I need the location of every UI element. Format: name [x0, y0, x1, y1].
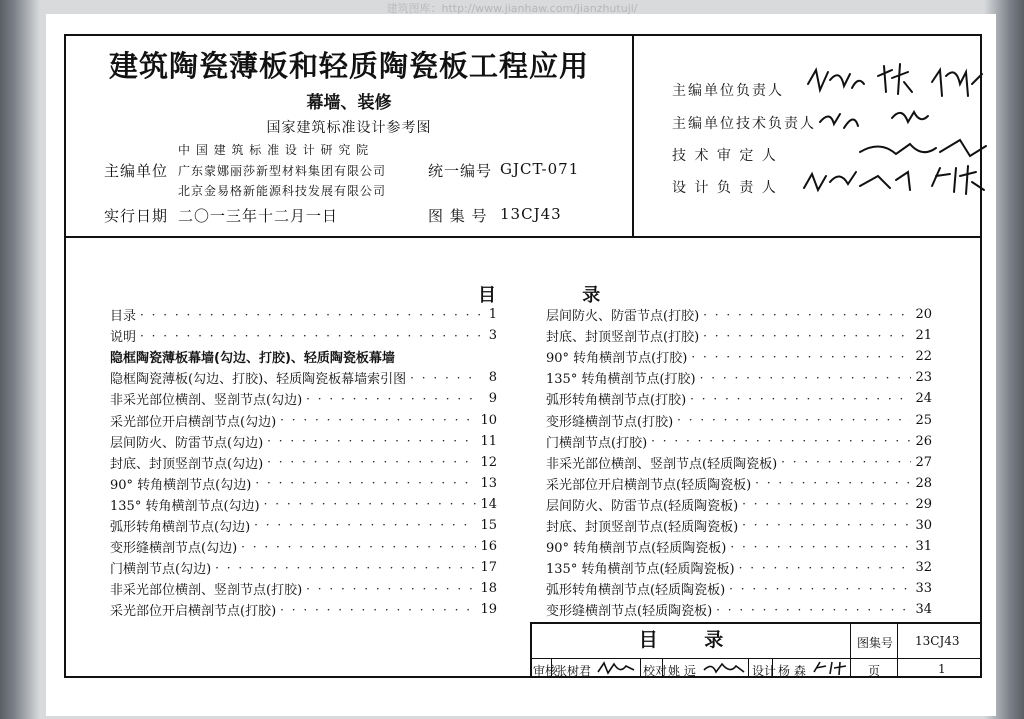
toc-entry-title: 封底、封顶竖剖节点(勾边): [110, 456, 264, 472]
toc-entry-title: 采光部位开启横剖节点(打胶): [110, 604, 277, 620]
toc-leader-dots: [264, 497, 477, 511]
toc-entry: [110, 494, 497, 515]
toc-entry-page: 15: [480, 517, 497, 533]
toc-entry-title: 封底、封顶竖剖节点(轻质陶瓷板): [546, 519, 739, 535]
toc-entry-title: 90° 转角横剖节点(打胶): [546, 351, 688, 367]
toc-leader-dots: [703, 308, 911, 322]
role-design-lead: 设 计 负 责 人: [672, 180, 778, 196]
toc-entry: [546, 599, 932, 620]
toc-entry-page: 16: [480, 539, 497, 555]
toc-entry: [110, 346, 497, 367]
toc-leader-dots: [651, 434, 911, 448]
toc-entry: [110, 599, 497, 620]
toc-entry-title: 层间防火、防雷节点(轻质陶瓷板): [546, 498, 739, 514]
toc-entry: [110, 325, 497, 346]
toc-leader-dots: [306, 582, 476, 596]
toc-entry: [546, 578, 932, 599]
toc-leader-dots: [755, 476, 911, 490]
title-block-atlas-number: 13CJ43: [915, 634, 960, 648]
toc-leader-dots: [700, 371, 912, 385]
toc-entry-title: 变形缝横剖节点(勾边): [110, 541, 238, 557]
design-signature: [812, 660, 848, 676]
toc-entry-page: 18: [480, 581, 497, 597]
toc-entry: [110, 515, 497, 536]
toc-entry-page: 28: [915, 475, 932, 491]
toc-entry-page: 23: [915, 370, 932, 386]
toc-entry: [546, 409, 932, 430]
toc-entry: [546, 346, 932, 367]
check-name: 姚 远: [668, 664, 696, 678]
page-number: 1: [938, 662, 946, 676]
toc-entry-title: 变形缝横剖节点(轻质陶瓷板): [546, 604, 713, 620]
toc-entry-page: 32: [915, 560, 932, 576]
toc-leader-dots: [241, 540, 476, 554]
toc-entry-title: 门横剖节点(勾边): [110, 562, 212, 578]
toc-entry: [110, 557, 497, 578]
toc-entry-page: 26: [915, 433, 932, 449]
toc-leader-dots: [677, 413, 911, 427]
atlas-title: 建筑陶瓷薄板和轻质陶瓷板工程应用: [108, 49, 589, 83]
title-block-title: 目 录: [638, 629, 744, 651]
toc-entry-title: 90° 转角横剖节点(轻质陶瓷板): [546, 541, 727, 557]
toc-entry-title: 弧形转角横剖节点(勾边): [110, 519, 251, 535]
check-label: 校对: [643, 664, 668, 678]
toc-entry-page: 22: [915, 349, 932, 365]
toc-leader-dots: [703, 329, 911, 343]
toc-entry: [546, 494, 932, 515]
editor-org-2: 广东蒙娜丽莎新型材料集团有限公司: [178, 164, 387, 178]
toc-entry-title: 非采光部位横剖、竖剖节点(打胶): [110, 583, 303, 599]
toc-entry-page: 29: [915, 496, 932, 512]
atlas-number: 13CJ43: [500, 205, 562, 223]
unified-number: GJCT-071: [500, 160, 580, 178]
toc-entry-title: 目录: [110, 309, 137, 325]
toc-entry: [546, 515, 932, 536]
title-block-atlas-label: 图集号: [857, 636, 894, 650]
review-name: 张树君: [555, 664, 592, 678]
toc-entry-title: 弧形转角横剖节点(轻质陶瓷板): [546, 583, 726, 599]
toc-entry: [110, 431, 497, 452]
toc-leader-dots: [306, 392, 481, 406]
effective-date: 二〇一三年十二月一日: [178, 207, 339, 225]
toc-entry-page: 27: [915, 454, 932, 470]
design-name: 杨 森: [778, 664, 806, 678]
toc-leader-dots: [255, 476, 476, 490]
toc-entry-title: 采光部位开启横剖节点(勾边): [110, 414, 277, 430]
toc-right-column: [546, 304, 932, 620]
toc-entry: [110, 452, 497, 473]
toc-entry-page: 30: [915, 517, 932, 533]
toc-entry: [110, 388, 497, 409]
toc-entry: [546, 431, 932, 452]
toc-entry-page: 3: [488, 328, 497, 344]
toc-entry-page: 17: [480, 560, 497, 576]
toc-entry-title: 说明: [110, 330, 137, 346]
toc-entry-title: 非采光部位横剖、竖剖节点(轻质陶瓷板): [546, 456, 778, 472]
toc-entry-page: 12: [480, 454, 497, 470]
header-vertical-divider: [632, 34, 634, 237]
watermark: 建筑图库：http://www.jianhaw.com/jianzhutuji/: [386, 2, 638, 15]
toc-entry-page: 8: [488, 370, 497, 386]
toc-entry-title: 门横剖节点(打胶): [546, 435, 648, 451]
toc-entry: [546, 388, 932, 409]
toc-entry-page: 13: [480, 475, 497, 491]
toc-entry: [546, 367, 932, 388]
toc-entry-title: 层间防火、防雷节点(勾边): [110, 435, 264, 451]
toc-entry-page: 9: [488, 391, 497, 407]
toc-leader-dots: [215, 561, 476, 575]
editor-org-1: 中 国 建 筑 标 准 设 计 研 究 院: [178, 143, 370, 157]
toc-leader-dots: [739, 561, 912, 575]
toc-leader-dots: [254, 518, 476, 532]
toc-entry: [110, 578, 497, 599]
toc-leader-dots: [716, 603, 911, 617]
toc-leader-dots: [781, 455, 911, 469]
toc-entry-title: 变形缝横剖节点(打胶): [546, 414, 674, 430]
toc-entry-title: 隐框陶瓷薄板(勾边、打胶)、轻质陶瓷板幕墙索引图: [110, 372, 407, 388]
title-block-divider: [530, 658, 982, 659]
toc-entry-page: 19: [480, 602, 497, 618]
atlas-number-label: 图 集 号: [428, 207, 488, 225]
toc-entry-title: 非采光部位横剖、竖剖节点(勾边): [110, 393, 303, 409]
toc-leader-dots: [280, 603, 476, 617]
toc-leader-dots: [729, 582, 911, 596]
toc-entry-page: 20: [915, 307, 932, 323]
toc-entry-page: 21: [915, 328, 932, 344]
toc-entry: [546, 304, 932, 325]
review-signature: [596, 660, 638, 676]
header-divider: [64, 236, 982, 238]
toc-leader-dots: [730, 540, 911, 554]
toc-entry-title: 封底、封顶竖剖节点(打胶): [546, 330, 700, 346]
toc-entry: [110, 304, 497, 325]
toc-entry-title: 采光部位开启横剖节点(轻质陶瓷板): [546, 477, 752, 493]
review-label: 审核: [533, 664, 558, 678]
toc-entry-page: 11: [480, 433, 497, 449]
toc-entry: [546, 325, 932, 346]
toc-entry: [110, 409, 497, 430]
toc-entry: [546, 473, 932, 494]
toc-entry: [546, 536, 932, 557]
toc-leader-dots: [742, 497, 911, 511]
toc-entry-page: 14: [480, 496, 497, 512]
toc-entry-page: 10: [480, 412, 497, 428]
toc-entry-page: 34: [915, 602, 932, 618]
toc-entry-page: 24: [915, 391, 932, 407]
toc-entry-title: 135° 转角横剖节点(勾边): [110, 498, 260, 514]
toc-left-column: [110, 304, 497, 620]
role-technical-head: 主编单位技术负责人: [672, 116, 816, 132]
editor-org-3: 北京金易格新能源科技发展有限公司: [178, 184, 387, 198]
effective-date-label: 实行日期: [104, 207, 169, 225]
unified-number-label: 统一编号: [428, 162, 493, 180]
toc-entry-title: 90° 转角横剖节点(勾边): [110, 477, 252, 493]
toc-entry: [110, 367, 497, 388]
editor-label: 主编单位: [104, 162, 169, 180]
toc-entry-title: 隐框陶瓷薄板幕墙(勾边、打胶)、轻质陶瓷板幕墙: [110, 351, 395, 367]
toc-entry: [546, 452, 932, 473]
toc-entry: [110, 536, 497, 557]
role-technical-reviewer: 技 术 审 定 人: [672, 148, 778, 164]
toc-title: 目 录: [478, 285, 641, 306]
page-label: 页: [868, 664, 881, 678]
toc-leader-dots: [690, 392, 911, 406]
toc-entry-page: 25: [915, 412, 932, 428]
toc-leader-dots: [280, 413, 476, 427]
toc-leader-dots: [267, 455, 476, 469]
atlas-series: 国家建筑标准设计参考图: [266, 120, 432, 136]
toc-entry: [110, 473, 497, 494]
check-signature: [702, 660, 746, 676]
role-chief-unit-head: 主编单位负责人: [672, 83, 784, 99]
toc-entry-title: 135° 转角横剖节点(轻质陶瓷板): [546, 562, 735, 578]
toc-leader-dots: [140, 308, 481, 322]
toc-entry-title: 弧形转角横剖节点(打胶): [546, 393, 687, 409]
toc-leader-dots: [410, 371, 481, 385]
toc-entry: [546, 557, 932, 578]
toc-entry-page: 31: [915, 539, 932, 555]
toc-leader-dots: [742, 518, 911, 532]
toc-leader-dots: [691, 350, 911, 364]
toc-entry-page: 1: [488, 307, 497, 323]
toc-leader-dots: [267, 434, 476, 448]
design-label: 设计: [752, 664, 777, 678]
toc-entry-title: 层间防火、防雷节点(打胶): [546, 309, 700, 325]
atlas-subtitle: 幕墙、装修: [306, 93, 392, 113]
toc-entry-page: 33: [915, 581, 932, 597]
handwritten-signatures: [800, 62, 990, 202]
toc-leader-dots: [140, 329, 481, 343]
toc-entry-title: 135° 转角横剖节点(打胶): [546, 372, 696, 388]
